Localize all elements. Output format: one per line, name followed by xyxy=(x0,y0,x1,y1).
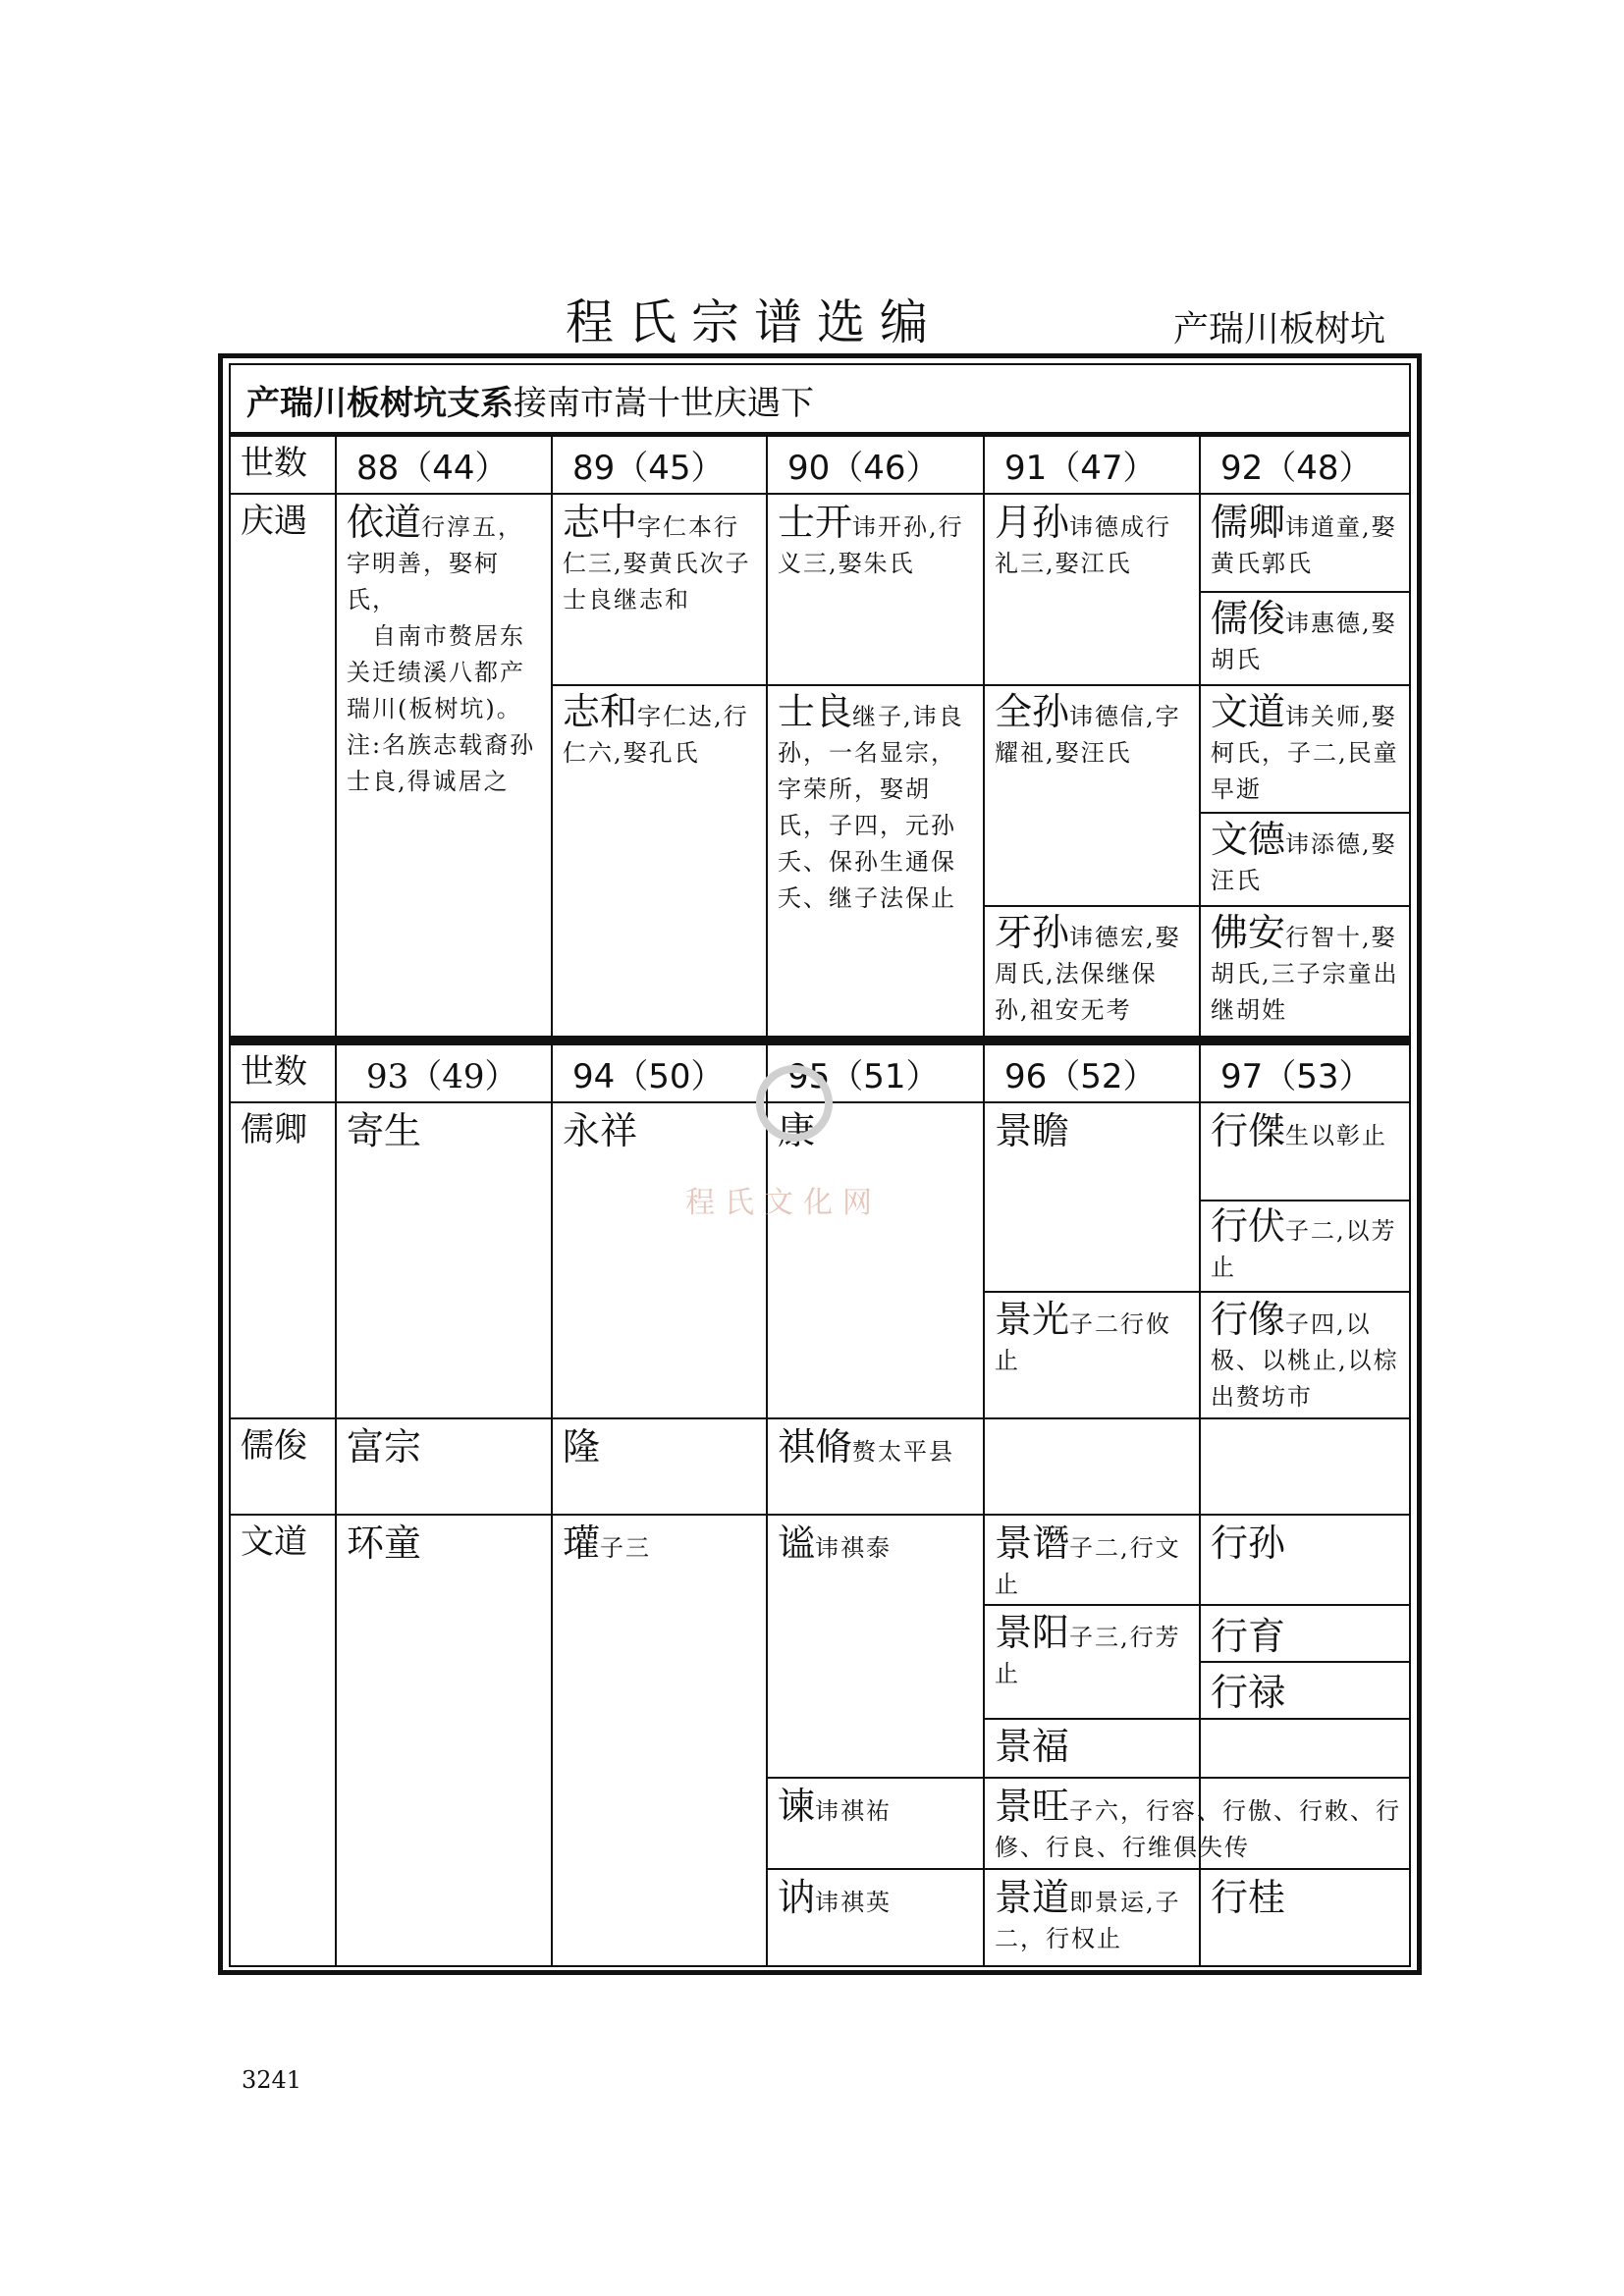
person-name: 月孙 xyxy=(995,501,1070,544)
person-note: 字仁达,行仁六,娶孔氏 xyxy=(563,703,749,767)
watermark-text: 程氏文化网 xyxy=(685,1186,882,1220)
person-quansun xyxy=(985,690,1201,772)
person-jingfu: 景福 xyxy=(995,1725,1070,1768)
person-jingdao xyxy=(985,1876,1201,1957)
header-generation-2: 世数 xyxy=(241,1052,307,1092)
person-name: 志和 xyxy=(563,690,638,733)
header-gen-96: 96（52） xyxy=(1004,1057,1157,1096)
person-name: 儒俊 xyxy=(1211,597,1286,640)
person-rujing xyxy=(1201,501,1411,582)
person-name: 谧 xyxy=(778,1522,816,1565)
header-gen-90: 90（46） xyxy=(787,449,940,488)
person-note: 行智十,娶胡氏,三子宗童出继胡姓 xyxy=(1211,924,1399,1024)
person-name: 瓘 xyxy=(563,1522,601,1565)
person-name: 行伏 xyxy=(1211,1204,1286,1248)
person-note: 讳德信,字耀祖,娶汪氏 xyxy=(995,703,1181,767)
person-yidao xyxy=(337,501,551,800)
person-name: 士开 xyxy=(778,501,853,544)
header-generation: 世数 xyxy=(241,444,307,483)
person-huantong: 环童 xyxy=(347,1522,422,1565)
person-jingzen xyxy=(985,1522,1201,1603)
person-name: 士良 xyxy=(778,690,853,733)
person-note: 字仁本行仁三,娶黄氏次子士良继志和 xyxy=(563,513,751,614)
person-name: 文德 xyxy=(1211,818,1286,861)
person-long: 隆 xyxy=(563,1425,601,1468)
person-note: 讳德成行礼三,娶江氏 xyxy=(995,513,1172,577)
page-title: 程氏宗谱选编 xyxy=(566,294,944,350)
person-name: 儒卿 xyxy=(1211,501,1286,544)
person-name: 谏 xyxy=(778,1785,816,1828)
person-name: 景道 xyxy=(995,1876,1070,1919)
person-note: 子三 xyxy=(600,1534,652,1562)
row-label-rujing: 儒卿 xyxy=(241,1110,307,1149)
row-label-rujun: 儒俊 xyxy=(241,1426,307,1466)
person-rujun xyxy=(1201,597,1411,678)
row-label-wendao: 文道 xyxy=(241,1522,307,1562)
person-zhizhong xyxy=(553,501,767,618)
person-yasun xyxy=(985,911,1201,1029)
person-name: 祺脩 xyxy=(778,1425,853,1468)
person-xinglu: 行禄 xyxy=(1211,1671,1286,1714)
person-kang: 康 xyxy=(778,1109,816,1152)
person-note: 讳道童,娶黄氏郭氏 xyxy=(1211,513,1397,577)
person-note: 行淳五， xyxy=(421,513,524,541)
row-label-qingyu: 庆遇 xyxy=(241,502,307,541)
person-xinggui: 行桂 xyxy=(1211,1876,1286,1919)
person-note: 子二,行文止 xyxy=(995,1534,1181,1598)
person-fuzong: 富宗 xyxy=(347,1425,422,1468)
person-name: 景谮 xyxy=(995,1522,1070,1565)
person-note: 赘太平县 xyxy=(852,1438,955,1466)
header-gen-93: 93（49） xyxy=(366,1057,518,1096)
person-xingxiang xyxy=(1201,1298,1411,1415)
person-xingsun: 行孙 xyxy=(1211,1522,1286,1565)
person-note: 生以彰止 xyxy=(1285,1122,1388,1149)
person-name: 讷 xyxy=(778,1876,816,1919)
person-shikai xyxy=(768,501,984,582)
page-number: 3241 xyxy=(242,2066,302,2094)
person-note: 子二行攸止 xyxy=(995,1310,1172,1374)
person-note: 讳关师,娶柯氏，子二,民童早逝 xyxy=(1211,703,1399,803)
header-gen-91: 91（47） xyxy=(1004,449,1157,488)
branch-banner xyxy=(246,376,814,424)
person-wendao xyxy=(1201,690,1411,808)
person-qixiu xyxy=(768,1425,984,1470)
person-name: 牙孙 xyxy=(995,911,1070,954)
person-note: 子四,以极、以桃止,以棕出赘坊市 xyxy=(1211,1310,1399,1411)
person-shiliang xyxy=(768,690,984,917)
person-note: 讳祺祐 xyxy=(815,1797,893,1825)
page-place: 产瑞川板树坑 xyxy=(1173,309,1386,349)
person-xingfu xyxy=(1201,1204,1411,1286)
person-note: 自南市赘居东关迁绩溪八都产瑞川(板树坑)。注:名族志载裔孙士良,得诚居之 xyxy=(347,622,536,795)
watermark-seal xyxy=(756,1065,833,1142)
person-name: 文道 xyxy=(1211,690,1286,733)
header-gen-95: 95（51） xyxy=(787,1057,940,1096)
header-gen-94: 94（50） xyxy=(572,1057,725,1096)
person-note: 讳祺泰 xyxy=(815,1534,893,1562)
person-jingyang xyxy=(985,1611,1201,1692)
person-xingjie xyxy=(1201,1109,1411,1154)
person-note: 字明善，娶柯氏， xyxy=(347,550,500,614)
person-name: 景光 xyxy=(995,1298,1070,1341)
person-name: 景阳 xyxy=(995,1611,1070,1654)
person-name: 依道 xyxy=(347,501,422,544)
person-jingzhan: 景瞻 xyxy=(995,1109,1070,1152)
person-mi xyxy=(768,1522,984,1567)
person-note: 讳祺英 xyxy=(815,1889,893,1916)
person-jingguang xyxy=(985,1298,1201,1379)
person-guan xyxy=(553,1522,767,1567)
person-jisheng: 寄生 xyxy=(347,1109,422,1152)
person-jingwang xyxy=(985,1785,1411,1866)
person-name: 景旺 xyxy=(995,1785,1070,1828)
person-note: 讳开孙,行义三,娶朱氏 xyxy=(778,513,964,577)
branch-note: 接南市嵩十世庆遇下 xyxy=(514,384,814,423)
person-foan xyxy=(1201,911,1411,1029)
person-name: 志中 xyxy=(563,501,638,544)
header-gen-88: 88（44） xyxy=(356,449,509,488)
person-xingyu: 行育 xyxy=(1211,1615,1286,1658)
person-jian xyxy=(768,1785,984,1830)
person-note: 讳德宏,娶周氏,法保继保孙,祖安无考 xyxy=(995,924,1181,1024)
person-yuesun xyxy=(985,501,1201,582)
person-name: 佛安 xyxy=(1211,911,1286,954)
person-yongxiang: 永祥 xyxy=(563,1109,638,1152)
person-ne xyxy=(768,1876,984,1921)
person-wende xyxy=(1201,818,1411,899)
person-note: 继子,讳良孙，一名显宗，字荣所，娶胡氏，子四，元孙夭、保孙生通保夭、继子法保止 xyxy=(778,703,964,912)
person-name: 行像 xyxy=(1211,1298,1286,1341)
person-note: 子二,以芳止 xyxy=(1211,1217,1397,1281)
person-note: 讳惠德,娶胡氏 xyxy=(1211,610,1397,673)
person-note: 子三,行芳止 xyxy=(995,1624,1181,1687)
person-name: 全孙 xyxy=(995,690,1070,733)
header-gen-89: 89（45） xyxy=(572,449,725,488)
header-gen-92: 92（48） xyxy=(1220,449,1373,488)
person-note: 讳添德,娶汪氏 xyxy=(1211,830,1397,894)
person-name: 行傑 xyxy=(1211,1109,1286,1152)
person-note: 即景运,子二，行权止 xyxy=(995,1889,1181,1952)
header-gen-97: 97（53） xyxy=(1220,1057,1373,1096)
person-note: 子六，行容、行傲、行敕、行修、行良、行维俱失传 xyxy=(995,1797,1402,1861)
person-zhihe xyxy=(553,690,767,772)
branch-name: 产瑞川板树坑支系 xyxy=(246,384,514,423)
